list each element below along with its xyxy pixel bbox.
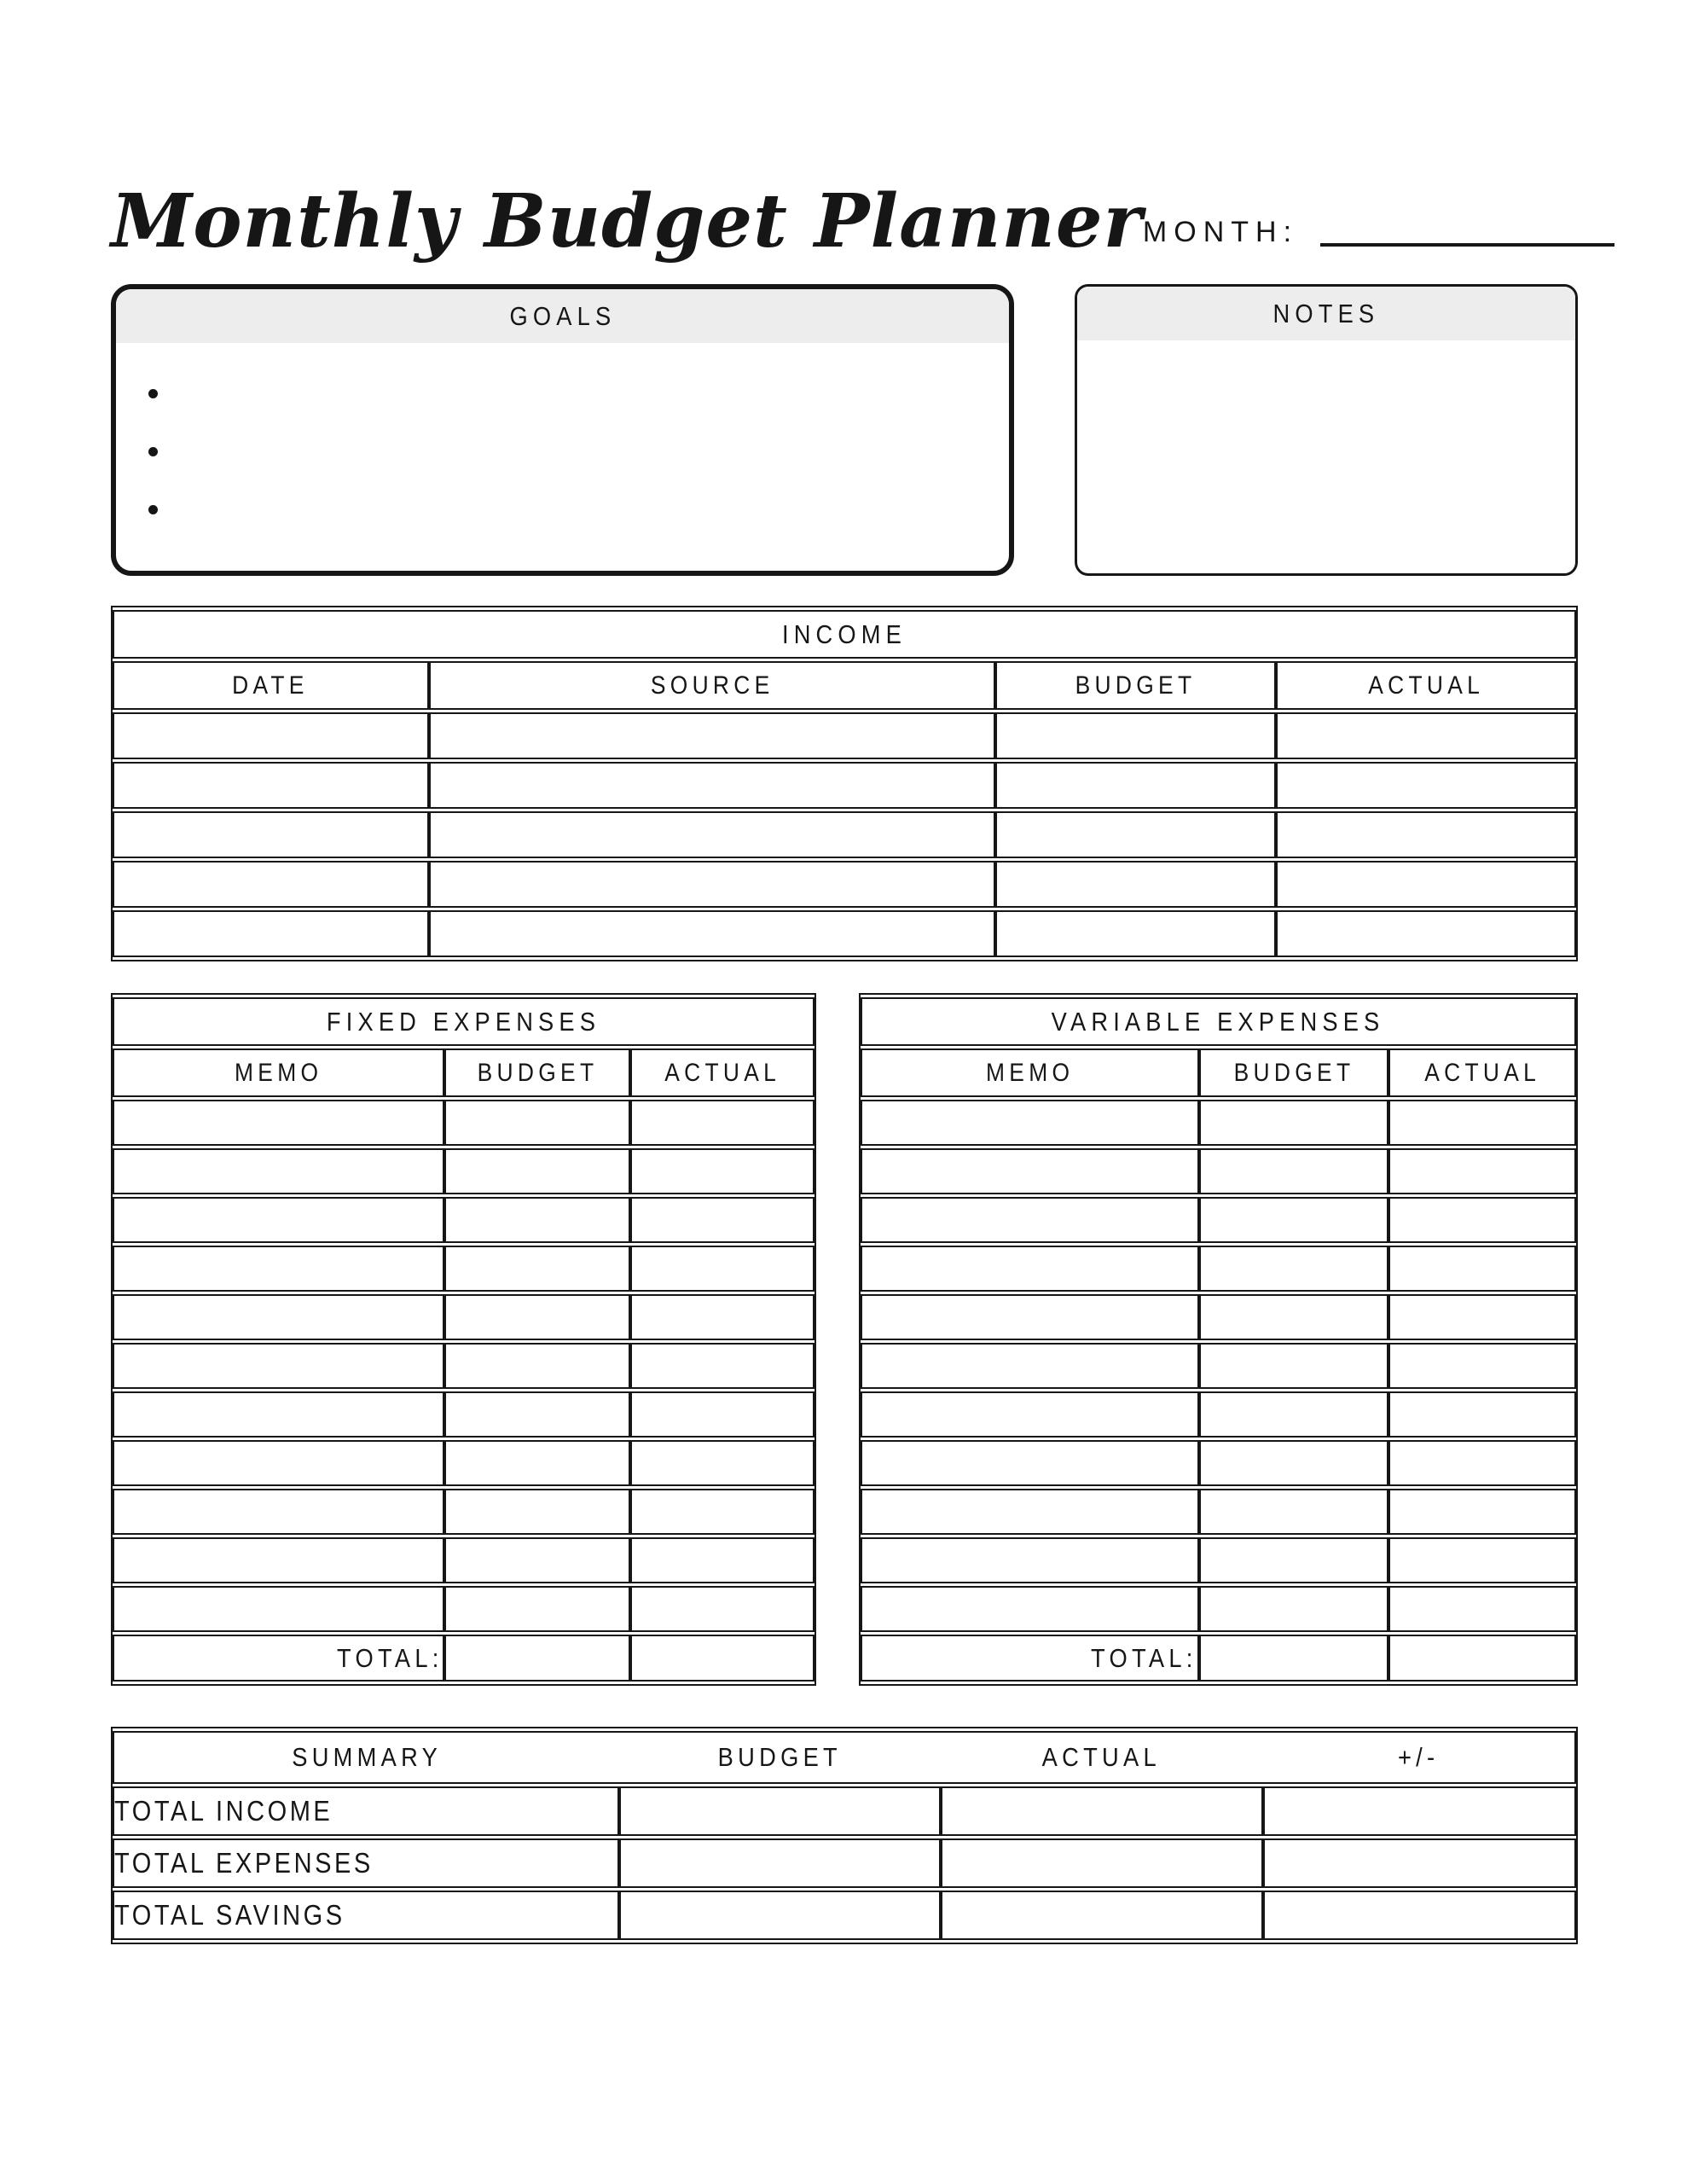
fixed-expenses-section-header [113,997,815,1046]
table-row [113,1440,815,1486]
input-cell[interactable] [861,1246,1199,1292]
summary-col-actual: ACTUAL [1041,1742,1161,1772]
column-header-actual: ACTUAL [1276,661,1576,710]
input-cell[interactable] [429,910,995,957]
input-cell[interactable] [1199,1343,1388,1389]
input-cell[interactable] [995,762,1276,809]
column-header-budget: BUDGET [995,661,1276,710]
input-cell[interactable] [444,1197,630,1243]
variable-expenses-total-row [861,1635,1576,1682]
table-row [113,1537,815,1583]
input-cell[interactable] [113,1148,444,1194]
input-cell[interactable] [861,1294,1199,1340]
notes-header [1077,287,1575,340]
input-cell[interactable] [1276,762,1576,809]
input-cell[interactable] [1199,1246,1388,1292]
column-header-source: SOURCE [429,661,995,710]
input-cell[interactable] [1388,1537,1576,1583]
input-cell[interactable] [619,1838,942,1888]
table-row [113,1246,815,1292]
input-cell[interactable] [861,1100,1199,1146]
fixed-expenses-table [111,993,816,1686]
input-cell[interactable] [113,1489,444,1535]
input-cell[interactable] [1388,1440,1576,1486]
month-label: MONTH: [1142,216,1299,248]
income-column-header-row [113,661,1576,710]
table-row [113,712,1576,759]
summary-row-label: TOTAL INCOME [113,1786,619,1836]
top-boxes-row [111,284,1578,576]
input-cell[interactable] [444,1294,630,1340]
input-cell[interactable] [861,1391,1199,1438]
input-cell[interactable] [113,1440,444,1486]
input-cell[interactable] [630,1635,815,1682]
summary-col-label: SUMMARY [292,1742,443,1772]
column-header-actual: ACTUAL [1388,1048,1576,1097]
table-row [861,1440,1576,1486]
input-cell[interactable] [630,1586,815,1632]
column-header-budget: BUDGET [444,1048,630,1097]
table-row [861,1343,1576,1389]
input-cell[interactable] [1199,1100,1388,1146]
input-cell[interactable] [113,1343,444,1389]
table-row [113,1489,815,1535]
input-cell[interactable] [630,1537,815,1583]
page-title: Monthly Budget Planner [111,177,1143,264]
input-cell[interactable] [444,1537,630,1583]
input-cell[interactable] [630,1294,815,1340]
input-cell[interactable] [1388,1197,1576,1243]
input-cell[interactable] [1276,861,1576,908]
input-cell[interactable] [1263,1891,1576,1940]
bullet-dot [148,505,158,514]
input-cell[interactable] [113,1294,444,1340]
table-row [113,1100,815,1146]
input-cell[interactable] [630,1343,815,1389]
variable-total-label: TOTAL: [861,1635,1199,1682]
input-cell[interactable] [861,1586,1199,1632]
income-table [111,606,1578,961]
summary-section-header [113,1731,1576,1784]
variable-expenses-title: VARIABLE EXPENSES [1052,1006,1385,1037]
input-cell[interactable] [444,1489,630,1535]
table-row [861,1148,1576,1194]
input-cell[interactable] [113,712,429,759]
input-cell[interactable] [1263,1838,1576,1888]
table-row [113,1343,815,1389]
input-cell[interactable] [429,712,995,759]
input-cell[interactable] [113,1100,444,1146]
input-cell[interactable] [630,1197,815,1243]
fixed-expenses-total-row [113,1635,815,1682]
table-row [861,1294,1576,1340]
table-row [113,1391,815,1438]
input-cell[interactable] [630,1246,815,1292]
variable-expenses-column-header-row [861,1048,1576,1097]
summary-header-columns [114,1733,1574,1782]
input-cell[interactable] [113,1586,444,1632]
bullet-dot [148,447,158,456]
goals-title: GOALS [509,300,616,331]
input-cell[interactable] [1199,1586,1388,1632]
notes-write-area[interactable] [1077,340,1575,576]
summary-row-label: TOTAL SAVINGS [113,1891,619,1940]
month-field [1143,218,1615,247]
input-cell[interactable] [113,811,429,858]
input-cell[interactable] [995,861,1276,908]
input-cell[interactable] [1199,1148,1388,1194]
goals-write-area[interactable] [116,343,1009,576]
bullet-dot [148,389,158,398]
input-cell[interactable] [1263,1786,1576,1836]
input-cell[interactable] [1388,1391,1576,1438]
input-cell[interactable] [1276,712,1576,759]
input-cell[interactable] [444,1148,630,1194]
input-cell[interactable] [619,1891,942,1940]
input-cell[interactable] [1388,1294,1576,1340]
input-cell[interactable] [861,1537,1199,1583]
input-cell[interactable] [1276,811,1576,858]
summary-row [113,1891,1576,1940]
summary-row [113,1838,1576,1888]
input-cell[interactable] [1199,1391,1388,1438]
input-cell[interactable] [630,1100,815,1146]
input-cell[interactable] [444,1391,630,1438]
input-cell[interactable] [113,1246,444,1292]
input-cell[interactable] [1199,1489,1388,1535]
input-cell[interactable] [444,1440,630,1486]
variable-expenses-section-header [861,997,1576,1046]
input-cell[interactable] [941,1891,1263,1940]
income-section-header [113,610,1576,659]
input-cell[interactable] [1199,1197,1388,1243]
summary-row [113,1786,1576,1836]
summary-col-budget: BUDGET [717,1742,843,1772]
input-cell[interactable] [113,910,429,957]
input-cell[interactable] [113,1197,444,1243]
column-header-memo: MEMO [861,1048,1199,1097]
column-header-memo: MEMO [113,1048,444,1097]
summary-col-plus-minus: +/- [1397,1742,1439,1772]
input-cell[interactable] [861,1440,1199,1486]
income-title: INCOME [781,619,907,649]
column-header-date: DATE [113,661,429,710]
input-cell[interactable] [1199,1294,1388,1340]
summary-table [111,1727,1578,1944]
input-cell[interactable] [429,811,995,858]
input-cell[interactable] [1388,1586,1576,1632]
input-cell[interactable] [444,1586,630,1632]
table-row [861,1586,1576,1632]
table-row [113,1197,815,1243]
table-row [861,1197,1576,1243]
input-cell[interactable] [861,1343,1199,1389]
input-cell[interactable] [630,1440,815,1486]
input-cell[interactable] [941,1838,1263,1888]
input-cell[interactable] [1199,1440,1388,1486]
table-row [861,1391,1576,1438]
input-cell[interactable] [1388,1246,1576,1292]
input-cell[interactable] [995,811,1276,858]
input-cell[interactable] [113,1537,444,1583]
table-row [113,861,1576,908]
input-cell[interactable] [630,1489,815,1535]
fixed-total-label: TOTAL: [113,1635,444,1682]
goals-header [116,289,1009,343]
input-cell[interactable] [113,762,429,809]
expenses-section [111,993,1578,1686]
input-cell[interactable] [429,861,995,908]
input-cell[interactable] [1199,1635,1388,1682]
input-cell[interactable] [941,1786,1263,1836]
input-cell[interactable] [861,1197,1199,1243]
input-cell[interactable] [1276,910,1576,957]
table-row [113,762,1576,809]
input-cell[interactable] [444,1635,630,1682]
input-cell[interactable] [995,712,1276,759]
input-cell[interactable] [444,1100,630,1146]
page-header [111,102,1578,264]
input-cell[interactable] [1388,1100,1576,1146]
table-row [113,1148,815,1194]
input-cell[interactable] [1388,1489,1576,1535]
table-row [861,1489,1576,1535]
table-row [113,1294,815,1340]
input-cell[interactable] [429,762,995,809]
input-cell[interactable] [113,861,429,908]
input-cell[interactable] [630,1391,815,1438]
summary-row-label: TOTAL EXPENSES [113,1838,619,1888]
input-cell[interactable] [1199,1537,1388,1583]
input-cell[interactable] [444,1246,630,1292]
table-row [113,910,1576,957]
variable-expenses-table [859,993,1578,1686]
column-header-actual: ACTUAL [630,1048,815,1097]
notes-title: NOTES [1272,298,1380,328]
input-cell[interactable] [444,1343,630,1389]
table-row [861,1100,1576,1146]
input-cell[interactable] [1388,1635,1576,1682]
table-row [861,1246,1576,1292]
table-row [113,811,1576,858]
input-cell[interactable] [630,1148,815,1194]
input-cell[interactable] [1388,1343,1576,1389]
input-cell[interactable] [861,1148,1199,1194]
table-row [861,1537,1576,1583]
fixed-expenses-column-header-row [113,1048,815,1097]
input-cell[interactable] [1388,1148,1576,1194]
input-cell[interactable] [113,1391,444,1438]
input-cell[interactable] [619,1786,942,1836]
input-cell[interactable] [861,1489,1199,1535]
goals-box [111,284,1014,576]
column-header-budget: BUDGET [1199,1048,1388,1097]
fixed-expenses-title: FIXED EXPENSES [326,1006,601,1037]
month-input-line[interactable] [1320,241,1615,247]
table-row [113,1586,815,1632]
input-cell[interactable] [995,910,1276,957]
notes-box [1075,284,1578,576]
